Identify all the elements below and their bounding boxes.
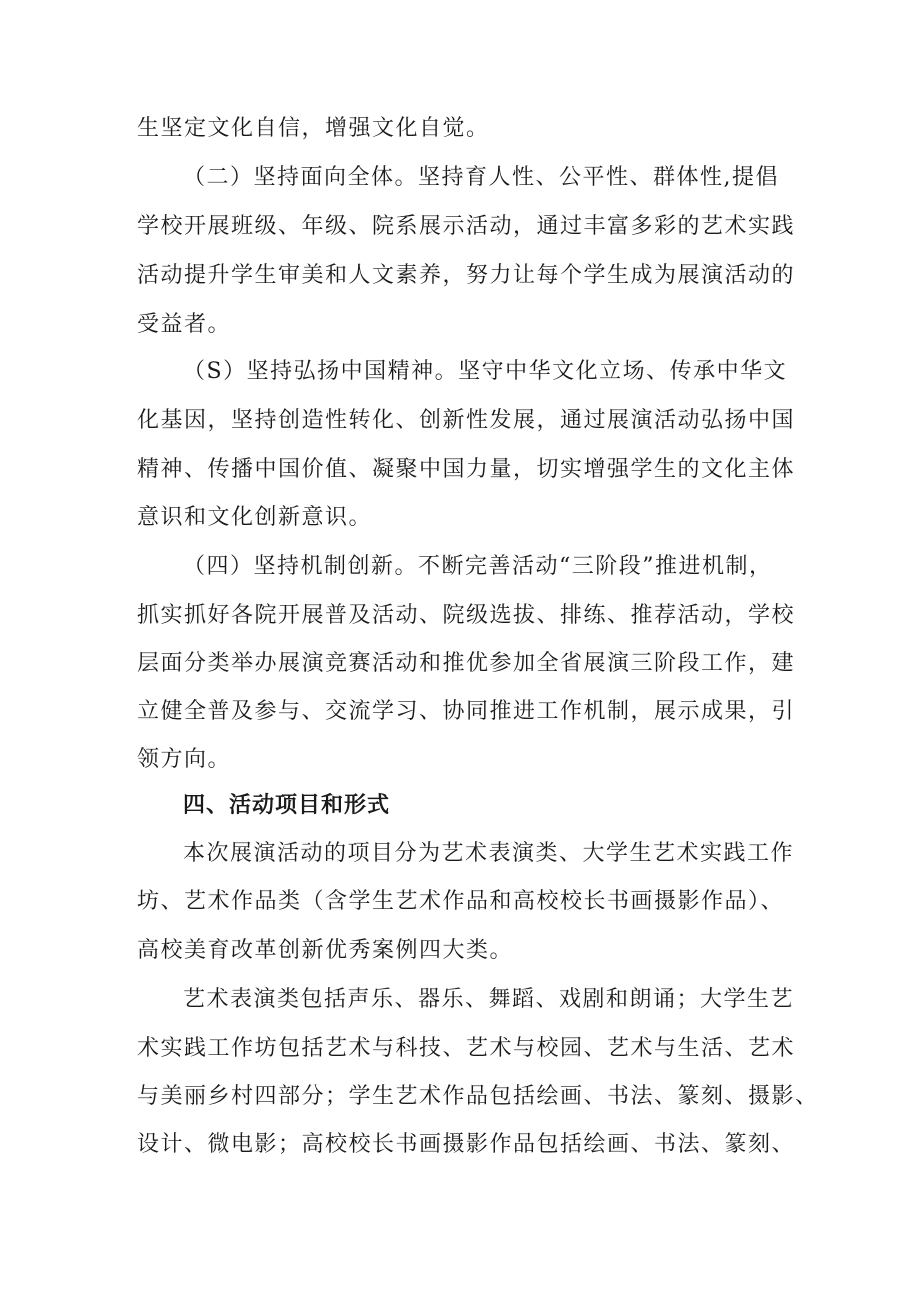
text-line: 领方向。 (137, 747, 232, 772)
text-line: 学校开展班级、年级、院系展示活动，通过丰富多彩的艺术实践 (137, 214, 796, 239)
text-line: 立健全普及参与、交流学习、协同推进工作机制，展示成果，引 (137, 699, 796, 724)
text-line: 活动提升学生审美和人文素养，努力让每个学生成为展演活动的 (137, 263, 796, 288)
text-line: 层面分类举办展演竞赛活动和推优参加全省展演三阶段工作，建 (137, 651, 796, 676)
text-line: 受益者。 (137, 312, 232, 337)
text-line: 术实践工作坊包括艺术与科技、艺术与校园、艺术与生活、艺术 (137, 1036, 796, 1061)
text-line: （二）坚持面向全体。坚持育人性、公平性、群体性,提倡 (183, 165, 779, 190)
text-line: 设计、微电影；高校校长书画摄影作品包括绘画、书法、篆刻、 (137, 1132, 796, 1157)
text-line: 与美丽乡村四部分；学生艺术作品包括绘画、书法、篆刻、摄影、 (137, 1084, 819, 1109)
text-line: （S）坚持弘扬中国精神。坚守中华文化立场、传承中华文 (183, 359, 788, 384)
section-heading: 四、活动项目和形式 (183, 793, 391, 818)
text-line: 坊、艺术作品类（含学生艺术作品和高校校长书画摄影作品）、 (137, 889, 785, 914)
text-line: 生坚定文化自信，增强文化自觉。 (137, 116, 490, 141)
text-line: （四）坚持机制创新。不断完善活动“三阶段”推进机制， (183, 554, 773, 579)
text-line: 意识和文化创新意识。 (137, 505, 373, 530)
text-line: 抓实抓好各院开展普及活动、院级选拔、排练、推荐活动，学校 (137, 603, 796, 628)
text-line: 精神、传播中国价值、凝聚中国力量，切实增强学生的文化主体 (137, 457, 796, 482)
text-line: 化基因，坚持创造性转化、创新性发展，通过展演活动弘扬中国 (137, 408, 796, 433)
text-line: 高校美育改革创新优秀案例四大类。 (137, 938, 514, 963)
text-line: 艺术表演类包括声乐、器乐、舞蹈、戏剧和朗诵；大学生艺 (183, 987, 795, 1012)
text-line: 本次展演活动的项目分为艺术表演类、大学生艺术实践工作 (183, 841, 795, 866)
